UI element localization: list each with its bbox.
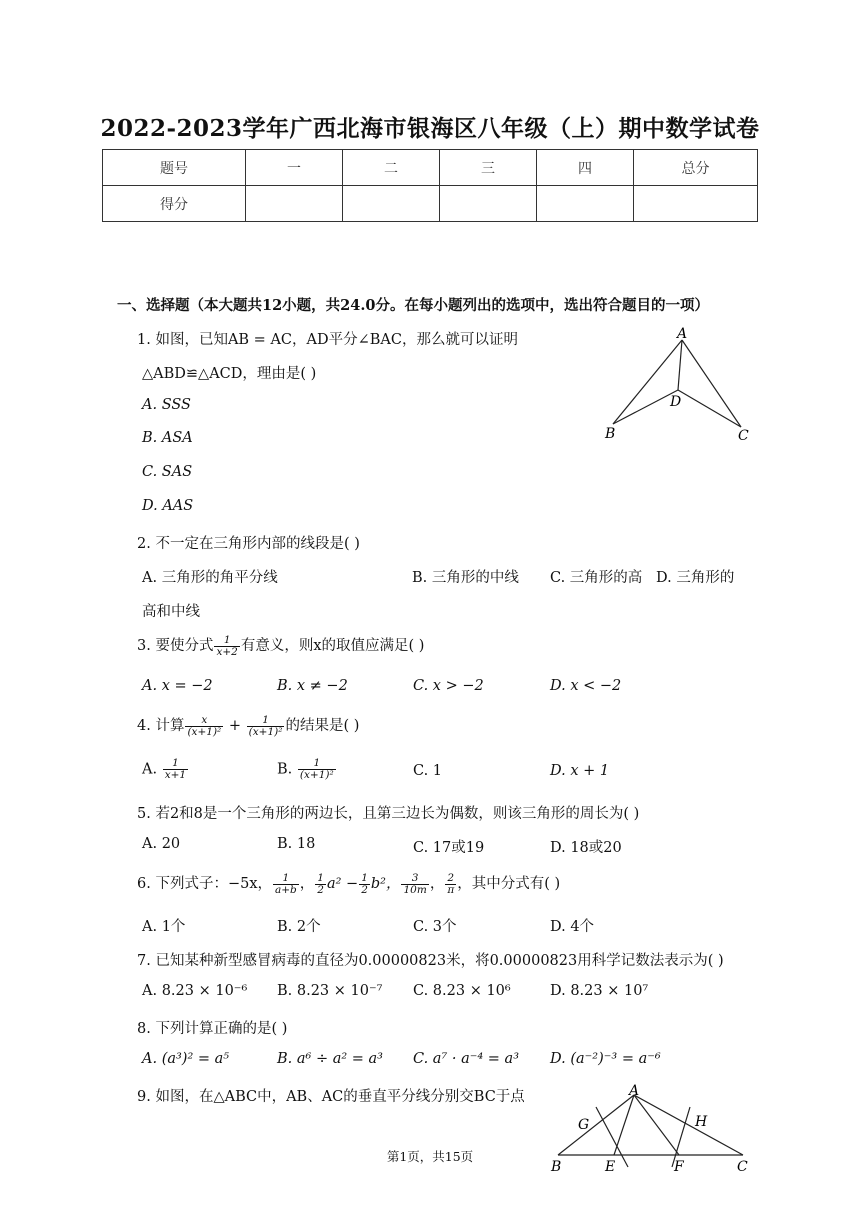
question-1-stem: 1. 如图，已知AB = AC，AD平分∠BAC，那么就可以证明 — [137, 332, 518, 348]
fraction — [315, 873, 326, 896]
question-5-option-a: A. 20 — [142, 836, 181, 852]
question-3-text: 3. 要使分式 — [137, 638, 214, 654]
question-7-stem: 7. 已知某种新型感冒病毒的直径为0.00000823米，将0.00000823用科学记数法表示为( ) — [137, 953, 724, 969]
table-cell — [634, 186, 758, 222]
score-table-header-row — [103, 150, 758, 186]
question-8-stem: 8. 下列计算正确的是( ) — [137, 1021, 288, 1037]
fraction-numerator: 1 — [273, 873, 299, 885]
question-1-option-c: C. SAS — [142, 464, 193, 480]
plus-sign: + — [224, 718, 246, 734]
question-8-option-c: C. a⁷ · a⁻⁴ = a³ — [413, 1051, 520, 1067]
fraction-numerator: 2 — [445, 873, 456, 885]
fraction — [214, 635, 239, 658]
table-cell: 得分 — [103, 186, 246, 222]
fraction-denominator: 2 — [317, 883, 324, 896]
fraction-denominator: a+b — [275, 883, 297, 896]
table-cell: 三 — [440, 150, 537, 186]
question-2-option-d-continued: 高和中线 — [142, 604, 200, 620]
fraction-denominator: x+1 — [164, 769, 187, 781]
fraction-denominator: x+2 — [216, 645, 238, 658]
question-2-option-a: A. 三角形的角平分线 — [142, 570, 278, 586]
question-4-option-a — [142, 758, 189, 781]
table-cell — [246, 186, 343, 222]
table-cell: 二 — [343, 150, 440, 186]
label-h: H — [695, 1114, 708, 1130]
question-7-option-b: B. 8.23 × 10⁻⁷ — [277, 983, 383, 999]
expression-part: a² − — [326, 876, 359, 892]
fraction — [185, 715, 223, 738]
table-cell: 一 — [246, 150, 343, 186]
fraction-denominator: (x+1)² — [187, 725, 222, 738]
question-2-stem: 2. 不一定在三角形内部的线段是( ) — [137, 536, 360, 552]
fraction-numerator: 1 — [163, 758, 188, 770]
table-cell — [343, 186, 440, 222]
table-cell: 题号 — [103, 150, 246, 186]
question-6-option-b: B. 2个 — [277, 919, 321, 935]
fraction-numerator: 1 — [298, 758, 336, 770]
question-2-option-b: B. 三角形的中线 — [412, 570, 519, 586]
label-b: B — [551, 1159, 562, 1175]
label-f: F — [674, 1159, 684, 1175]
question-4-text: 的结果是( ) — [285, 718, 360, 734]
question-2-option-d: D. 三角形的 — [656, 570, 735, 586]
question-4-option-c: C. 1 — [413, 763, 443, 779]
question-6-stem — [137, 872, 560, 896]
question-4-option-d: D. x + 1 — [550, 763, 610, 779]
fraction — [359, 873, 370, 896]
segment-cd — [678, 390, 741, 427]
label-e: E — [605, 1159, 616, 1175]
question-1-stem-continued: △ABD≌△ACD，理由是( ) — [142, 366, 317, 382]
score-table — [102, 149, 758, 222]
label-c: C — [738, 428, 749, 444]
question-5-option-b: B. 18 — [277, 836, 316, 852]
fraction-denominator: 10m — [403, 883, 427, 896]
question-6-option-a: A. 1个 — [142, 919, 186, 935]
question-9-stem: 9. 如图，在△ABC中，AB、AC的垂直平分线分别交BC于点 — [137, 1089, 525, 1105]
question-1-option-b: B. ASA — [142, 430, 193, 446]
question-6-option-c: C. 3个 — [413, 919, 457, 935]
question-4-option-b — [277, 758, 337, 781]
label-d: D — [670, 394, 682, 410]
fraction-numerator: 1 — [317, 871, 324, 884]
question-2-option-c: C. 三角形的高 — [550, 570, 643, 586]
table-cell — [440, 186, 537, 222]
segment-ac — [682, 340, 741, 427]
fraction-numerator: 3 — [401, 873, 428, 885]
page-footer: 第1页，共15页 — [386, 1149, 474, 1164]
fraction — [273, 873, 299, 896]
segment-bd — [613, 390, 678, 424]
label-g: G — [578, 1117, 590, 1133]
question-4-stem — [137, 714, 359, 738]
label-b: B — [605, 426, 616, 442]
segment-ad — [678, 340, 682, 390]
fraction-numerator: 1 — [361, 871, 368, 884]
question-5-stem: 5. 若2和8是一个三角形的两边长，且第三边长为偶数，则该三角形的周长为( ) — [137, 806, 640, 822]
question-5-option-c: C. 17或19 — [413, 840, 485, 856]
page-title: 2022-2023学年广西北海市银海区八年级（上）期中数学试卷 — [100, 115, 760, 142]
separator: ， — [429, 876, 445, 892]
table-cell: 总分 — [634, 150, 758, 186]
label-a: A — [629, 1083, 640, 1099]
fraction-denominator: (x+1)² — [248, 725, 283, 738]
question-7-option-d: D. 8.23 × 10⁷ — [550, 983, 649, 999]
separator: ， — [299, 876, 315, 892]
question-1-option-a: A. SSS — [142, 397, 191, 413]
question-7-option-a: A. 8.23 × 10⁻⁶ — [142, 983, 248, 999]
fraction — [247, 715, 285, 738]
option-label: A. — [142, 761, 158, 778]
label-c: C — [737, 1159, 748, 1175]
fraction-denominator: π — [447, 883, 455, 896]
question-5-option-d: D. 18或20 — [550, 840, 622, 856]
question-7-option-c: C. 8.23 × 10⁶ — [413, 983, 511, 999]
question-4-text: 4. 计算 — [137, 718, 185, 734]
question-8-option-d: D. (a⁻²)⁻³ = a⁻⁶ — [550, 1051, 661, 1067]
question-3-stem — [137, 634, 424, 658]
question-6-text: 6. 下列式子：−5x， — [137, 876, 272, 892]
fraction-denominator: 2 — [361, 883, 368, 896]
question-3-text: 有意义，则x的取值应满足( ) — [240, 638, 425, 654]
question-3-option-b: B. x ≠ −2 — [277, 678, 348, 694]
fraction — [163, 758, 188, 781]
section-heading: 一、选择题（本大题共12小题，共24.0分。在每小题列出的选项中，选出符合题目的一项） — [117, 297, 709, 314]
question-3-option-d: D. x < −2 — [550, 678, 622, 694]
question-8-option-a: A. (a³)² = a⁵ — [142, 1051, 230, 1067]
segment-ab — [558, 1095, 634, 1155]
table-cell: 四 — [537, 150, 634, 186]
fraction — [445, 873, 456, 896]
fraction-numerator: 1 — [214, 635, 239, 647]
segment-ac — [634, 1095, 743, 1155]
fraction-numerator: x — [185, 715, 223, 727]
question-6-option-d: D. 4个 — [550, 919, 595, 935]
question-3-option-c: C. x > −2 — [413, 678, 484, 694]
fraction-denominator: (x+1)² — [299, 769, 334, 781]
score-table-score-row — [103, 186, 758, 222]
question-3-option-a: A. x = −2 — [142, 678, 213, 694]
segment-ab — [613, 340, 682, 424]
fraction — [401, 873, 428, 896]
fraction-numerator: 1 — [247, 715, 285, 727]
fraction — [298, 758, 336, 781]
label-a: A — [677, 326, 688, 342]
option-label: B. — [277, 761, 293, 778]
expression-part: b²， — [370, 876, 401, 892]
question-8-option-b: B. a⁶ ÷ a² = a³ — [277, 1051, 383, 1067]
question-1-figure — [598, 326, 758, 446]
question-1-option-d: D. AAS — [142, 498, 194, 514]
table-cell — [537, 186, 634, 222]
question-6-text: ，其中分式有( ) — [457, 876, 561, 892]
segment-af — [634, 1095, 679, 1155]
